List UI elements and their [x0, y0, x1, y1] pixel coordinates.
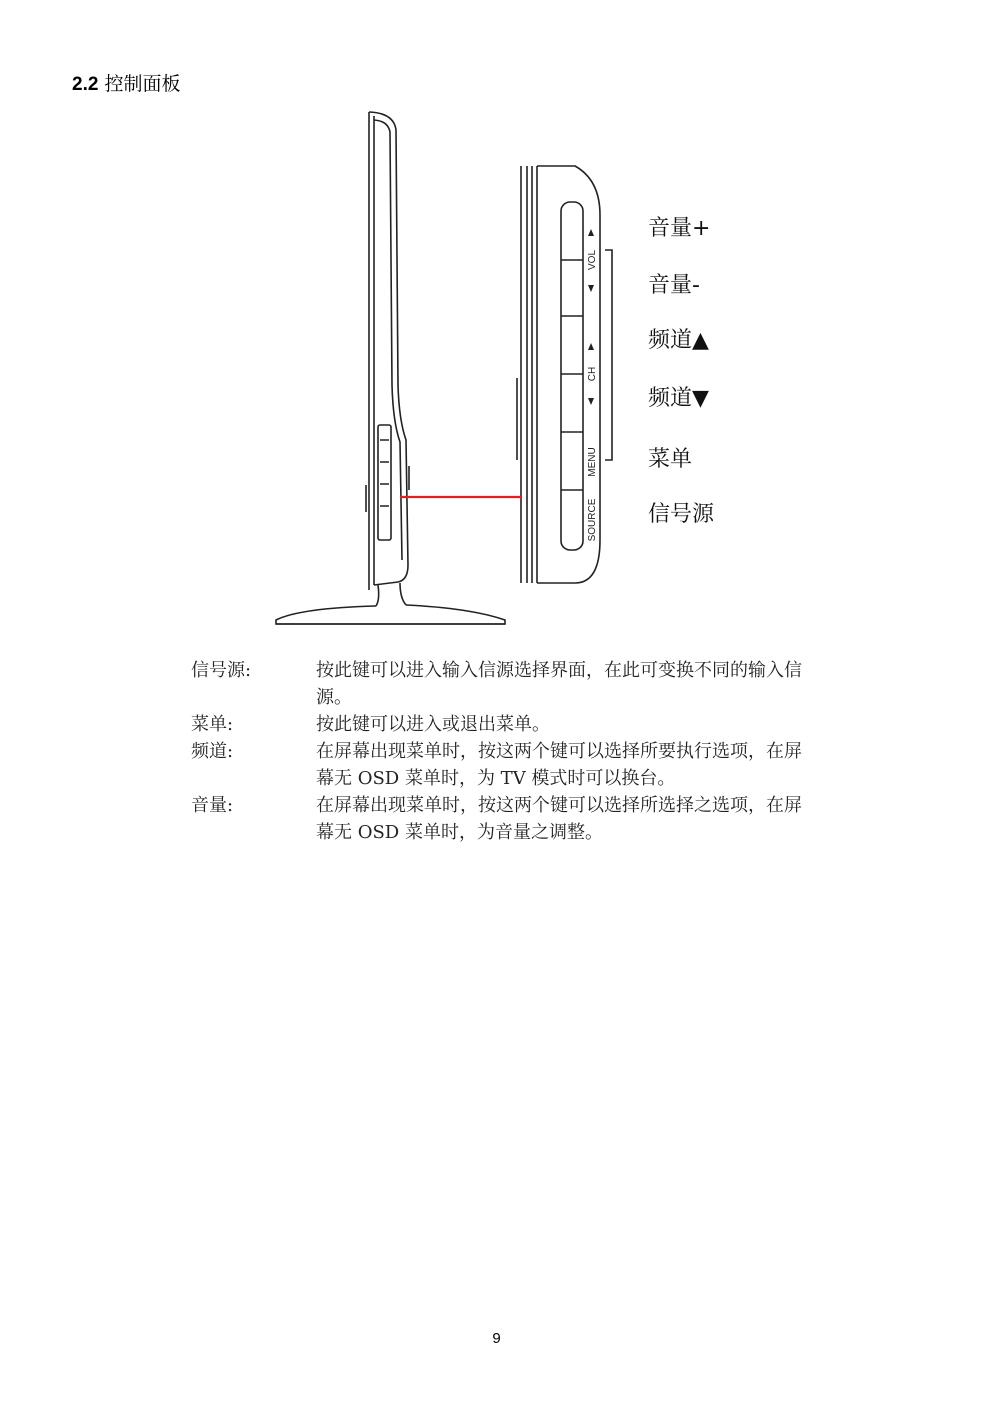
- label-source: 信号源: [648, 502, 715, 527]
- description-menu: [191, 711, 831, 738]
- label-channel-down: 频道▼: [648, 386, 709, 411]
- label-menu: 菜单: [648, 447, 693, 472]
- page-number: 9: [492, 1330, 501, 1347]
- tv-side-view-diagram: [0, 0, 993, 650]
- ch-up-arrow-icon: [588, 343, 594, 350]
- description-term: 音量:: [191, 795, 234, 816]
- menu-panel-label: MENU: [587, 447, 598, 477]
- description-text: 按此键可以进入输入信源选择界面，在此可变换不同的输入信源。: [316, 660, 802, 708]
- source-panel-label: SOURCE: [587, 498, 598, 542]
- label-channel-up: 频道▲: [648, 328, 709, 353]
- vol-panel-label: VOL: [587, 249, 598, 271]
- description-text: 按此键可以进入或退出菜单。: [316, 714, 550, 735]
- label-volume-down: 音量-: [648, 273, 700, 298]
- description-term: 频道:: [191, 741, 234, 762]
- section-number: 2.2: [72, 74, 99, 95]
- panel-rotated-labels: [587, 250, 598, 542]
- label-volume-up: 音量+: [648, 216, 711, 241]
- description-text: 在屏幕出现菜单时，按这两个键可以选择所要执行选项，在屏幕无 OSD 菜单时，为 TV 模式时可以换台。: [316, 741, 802, 789]
- description-channel: [191, 738, 831, 792]
- button-descriptions: [191, 657, 831, 846]
- description-term: 信号源:: [191, 660, 252, 681]
- control-panel-figure: [0, 0, 993, 650]
- description-source: [191, 657, 831, 711]
- vol-up-arrow-icon: [588, 229, 594, 236]
- section-title: 控制面板: [104, 73, 181, 95]
- tv-stand: [276, 583, 505, 624]
- description-text: 在屏幕出现菜单时，按这两个键可以选择所选择之选项，在屏幕无 OSD 菜单时，为音量之调整。: [316, 795, 802, 843]
- description-term: 菜单:: [191, 714, 234, 735]
- description-volume: [191, 792, 831, 846]
- tv-side-profile: [366, 112, 409, 590]
- vol-down-arrow-icon: [588, 285, 594, 292]
- ch-down-arrow-icon: [588, 398, 594, 405]
- ch-panel-label: CH: [587, 366, 598, 382]
